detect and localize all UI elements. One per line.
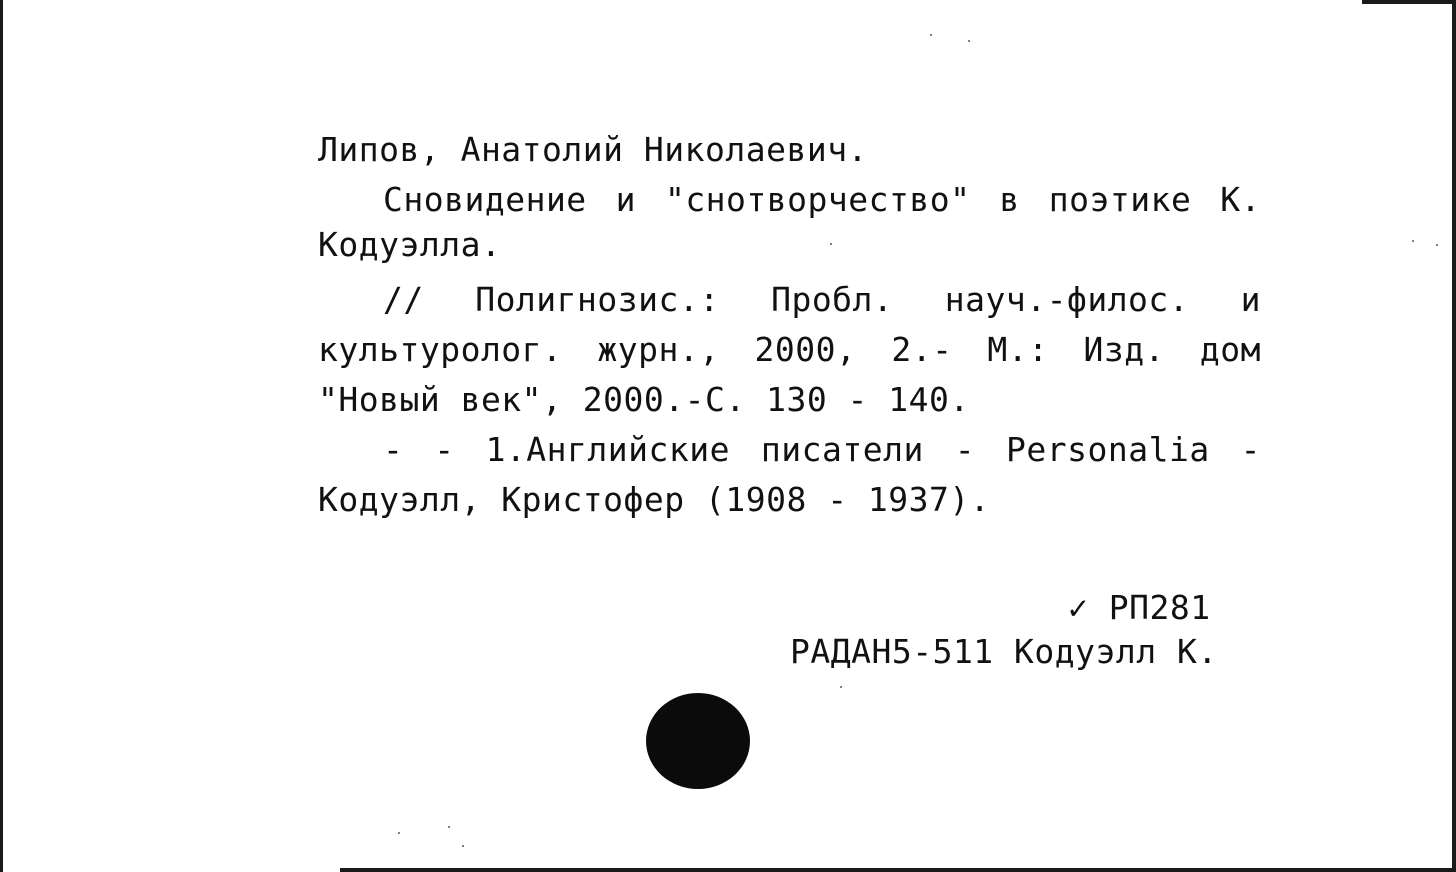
index-code: РАДАН5-511 Кодуэлл К. (790, 632, 1218, 671)
source-line-2: культуролог. журн., 2000, 2.- М.: Изд. дом (318, 330, 1261, 369)
author-heading: Липов, Анатолий Николаевич. (318, 130, 868, 169)
scan-speck (1412, 240, 1414, 242)
source-line-3: "Новый век", 2000.-С. 130 - 140. (318, 380, 970, 419)
scan-speck (840, 686, 842, 688)
scan-speck (1436, 244, 1438, 246)
card-left-edge (0, 0, 3, 872)
card-top-edge (1362, 0, 1456, 4)
subject-line-2: Кодуэлл, Кристофер (1908 - 1937). (318, 480, 991, 519)
title-line-1: Сновидение и "снотворчество" в поэтике К. (383, 180, 1261, 219)
punch-hole (646, 693, 750, 789)
shelfmark: ✓ РП281 (1068, 588, 1211, 627)
scan-speck (398, 832, 400, 834)
card-bottom-edge (340, 868, 1456, 872)
source-line-1: // Полигнозис.: Пробл. науч.-филос. и (383, 280, 1261, 319)
subject-line-1: - - 1.Английские писатели - Personalia - (383, 430, 1261, 469)
scan-speck (830, 243, 832, 245)
card-right-edge (1452, 0, 1456, 872)
scan-speck (462, 845, 464, 847)
scan-speck (448, 826, 450, 828)
scan-speck (930, 34, 932, 36)
title-line-2: Кодуэлла. (318, 225, 502, 264)
scan-speck (968, 40, 970, 42)
